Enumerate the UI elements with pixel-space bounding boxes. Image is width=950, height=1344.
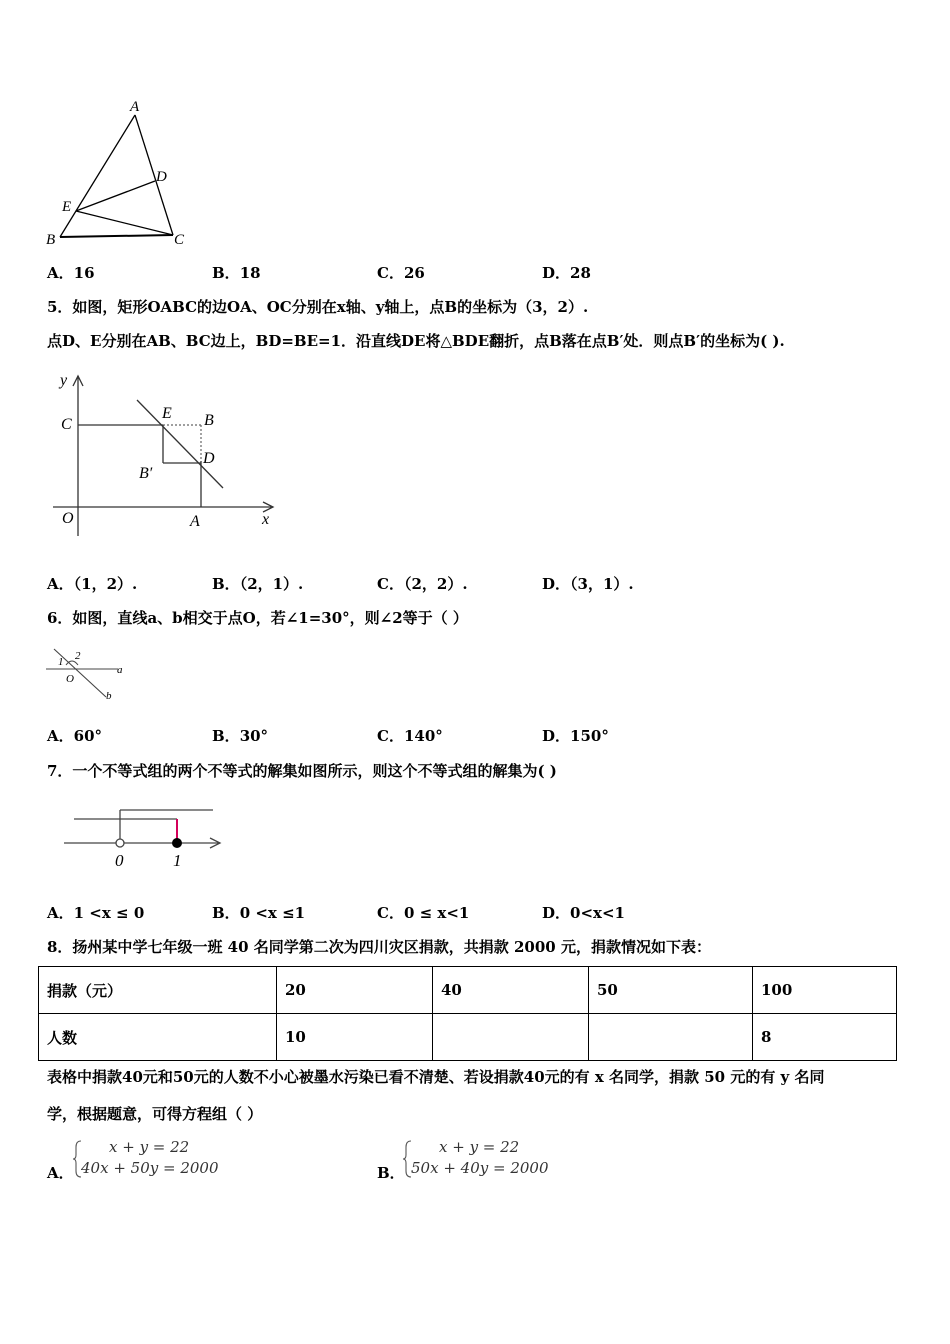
label-b: b (106, 690, 112, 702)
q6-stem: 6．如图，直线a、b相交于点O，若∠1=30°，则∠2等于（ ） (47, 609, 468, 627)
equation-2: 40x + 50y = 2000 (81, 1159, 219, 1177)
label-Bprime: B′ (139, 465, 153, 482)
table-cell (433, 1014, 589, 1061)
table-cell: 20 (277, 967, 433, 1014)
q4-option-d: D．28 (542, 264, 591, 282)
q8-option-b (377, 1137, 577, 1185)
q6-option-b: B．30° (212, 727, 269, 745)
table-row (39, 967, 897, 1014)
equation-1: x + y = 22 (439, 1138, 520, 1156)
q4-option-a: A．16 (47, 264, 95, 282)
label-O: O (62, 510, 74, 527)
q5-option-c: C．（2，2）. (377, 575, 468, 593)
q8-option-a (47, 1137, 247, 1185)
table-cell: 10 (277, 1014, 433, 1061)
label-y: y (60, 372, 68, 389)
label-D: D (203, 450, 215, 467)
label-a: a (117, 664, 123, 676)
q6-option-a: A．60° (47, 727, 103, 745)
q5-option-a: A．（1，2）. (47, 575, 138, 593)
label-B: B (204, 412, 214, 429)
q7-option-b: B．0 <x ≤1 (212, 904, 306, 922)
q4-triangle-figure (38, 96, 198, 256)
table-cell: 捐款（元） (39, 967, 277, 1014)
table-cell: 50 (589, 967, 753, 1014)
q7-number-line-figure (60, 800, 230, 875)
label-O: O (66, 673, 74, 685)
label-1: 1 (173, 851, 182, 870)
q8-paragraph-line2: 学，根据题意，可得方程组（ ） (47, 1105, 263, 1123)
label-A: A (190, 513, 200, 530)
table-cell: 40 (433, 967, 589, 1014)
label-D: D (156, 169, 167, 185)
table-row (39, 1014, 897, 1061)
q7-option-d: D．0<x<1 (542, 904, 625, 922)
equation-2: 50x + 40y = 2000 (411, 1159, 549, 1177)
q7-stem: 7．一个不等式组的两个不等式的解集如图所示，则这个不等式组的解集为( ) (47, 762, 557, 780)
table-cell: 100 (753, 967, 897, 1014)
label-E: E (62, 199, 72, 215)
q6-intersecting-lines-figure (44, 645, 129, 703)
label-C: C (61, 416, 72, 433)
label-1: 1 (58, 656, 64, 668)
q5-stem-line2: 点D、E分别在AB、BC边上，BD=BE=1．沿直线DE将△BDE翻折，点B落在点B′处．则点B′的坐标为( ). (47, 332, 785, 350)
q5-stem-line1: 5．如图，矩形OABC的边OA、OC分别在x轴、y轴上，点B的坐标为（3，2）. (47, 298, 589, 316)
table-cell (589, 1014, 753, 1061)
q6-option-d: D．150° (542, 727, 609, 745)
q5-coordinate-figure (45, 368, 285, 538)
label-B: B (46, 232, 56, 248)
equation-1: x + y = 22 (109, 1138, 190, 1156)
q5-option-b: B．（2，1）. (212, 575, 304, 593)
q6-option-c: C．140° (377, 727, 443, 745)
label-C: C (174, 232, 185, 248)
donation-table (38, 966, 897, 1061)
q7-option-a: A．1 <x ≤ 0 (47, 904, 145, 922)
table-cell: 人数 (39, 1014, 277, 1061)
q8-stem: 8．扬州某中学七年级一班 40 名同学第二次为四川灾区捐款，共捐款 2000 元，捐款情况如下表： (47, 938, 711, 956)
label-x: x (262, 511, 270, 528)
label-A: A (130, 99, 140, 115)
q8-paragraph-line1: 表格中捐款40元和50元的人数不小心被墨水污染已看不清楚、若设捐款40元的有 x 名同学，捐款 50 元的有 y 名同 (47, 1068, 825, 1086)
table-cell: 8 (753, 1014, 897, 1061)
q5-option-d: D．（3，1）. (542, 575, 634, 593)
q4-option-b: B．18 (212, 264, 261, 282)
label-E: E (162, 405, 172, 422)
option-letter: B． (377, 1164, 405, 1182)
q7-option-c: C．0 ≤ x<1 (377, 904, 470, 922)
label-2: 2 (75, 650, 81, 662)
option-letter: A． (47, 1164, 74, 1182)
q4-option-c: C．26 (377, 264, 425, 282)
label-0: 0 (115, 851, 124, 870)
